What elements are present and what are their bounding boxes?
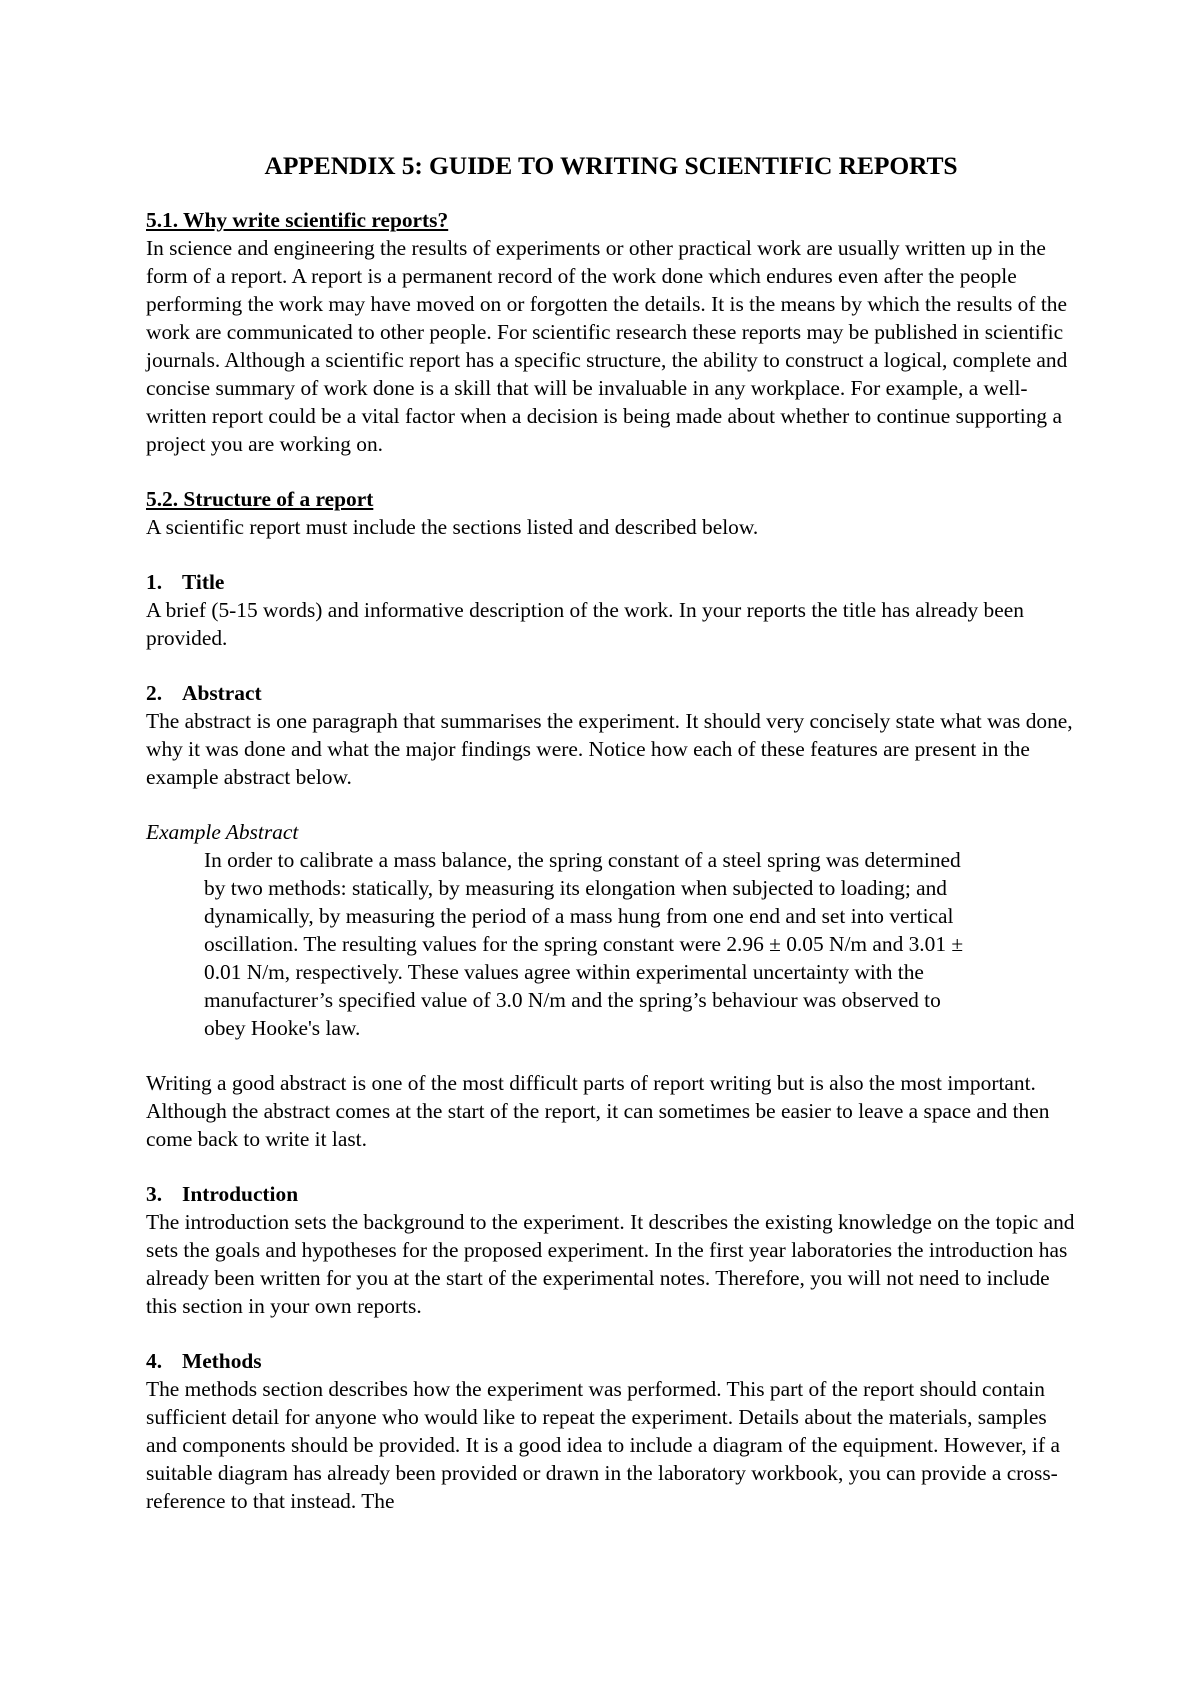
section-heading: 5.2. Structure of a report: [146, 487, 374, 511]
item-number: 1.: [146, 570, 163, 594]
section-heading: 5.1. Why write scientific reports?: [146, 208, 449, 232]
item-heading: [146, 1180, 1076, 1208]
item-heading: [146, 1347, 1076, 1375]
example-body: In order to calibrate a mass balance, the spring constant of a steel spring was determined by two methods: statically, by measuring its elongation when subjected to loading; and dynamically, by measuring the period of a mass hung from one end and set into vertical oscillation. The resulting values for the spring constant were 2.96 ± 0.05 N/m and 3.01 ± 0.01 N/m, respectively. These values agree within experimental uncertainty with the manufacturer’s specified value of 3.0 N/m and the spring’s behaviour was observed to obey Hooke's law.: [204, 848, 964, 1040]
item-number: 2.: [146, 681, 163, 705]
item-abstract: [146, 679, 1076, 791]
abstract-advice: [146, 1069, 1076, 1153]
item-number: 4.: [146, 1349, 163, 1373]
item-heading-text: Methods: [182, 1349, 262, 1373]
item-body: Writing a good abstract is one of the most difficult parts of report writing but is also the most important. Although the abstract comes at the start of the report, it can sometimes be easier to leave a space and then come back to write it last.: [146, 1071, 1050, 1151]
item-methods: [146, 1347, 1076, 1515]
item-number: 3.: [146, 1182, 163, 1206]
item-body: The methods section describes how the experiment was performed. This part of the report should contain sufficient detail for anyone who would like to repeat the experiment. Details about the materials, samples and components should be provided. It is a good idea to include a diagram of the equipment. However, if a suitable diagram has already been provided or drawn in the laboratory workbook, you can provide a cross-reference to that instead. The: [146, 1377, 1060, 1513]
example-label: Example Abstract: [146, 820, 299, 844]
item-heading-text: Abstract: [182, 681, 262, 705]
document-title: APPENDIX 5: GUIDE TO WRITING SCIENTIFIC REPORTS: [264, 151, 958, 180]
section-body: A scientific report must include the sections listed and described below.: [146, 515, 759, 539]
section-body: In science and engineering the results of experiments or other practical work are usually written up in the form of a report. A report is a permanent record of the work done which endures even after the people performing the work may have moved on or forgotten the details. It is the means by which the results of the work are communicated to other people. For scientific research these reports may be published in scientific journals. Although a scientific report has a specific structure, the ability to construct a logical, complete and concise summary of work done is a skill that will be invaluable in any workplace. For example, a well-written report could be a vital factor when a decision is being made about whether to continue supporting a project you are working on.: [146, 236, 1068, 456]
item-title: [146, 568, 1076, 652]
item-introduction: [146, 1180, 1076, 1320]
item-body: The abstract is one paragraph that summarises the experiment. It should very concisely state what was done, why it was done and what the major findings were. Notice how each of these features are present in the example abstract below.: [146, 709, 1073, 789]
item-body: The introduction sets the background to the experiment. It describes the existing knowledge on the topic and sets the goals and hypotheses for the proposed experiment. In the first year laboratories the introduction has already been written for you at the start of the experimental notes. Therefore, you will not need to include this section in your own reports.: [146, 1210, 1075, 1318]
item-heading: [146, 679, 1076, 707]
section-structure: [146, 485, 1076, 541]
item-heading-text: Title: [182, 570, 225, 594]
document-page: [146, 150, 1076, 1542]
item-body: A brief (5-15 words) and informative description of the work. In your reports the title has already been provided.: [146, 598, 1024, 650]
example-abstract: [146, 818, 1076, 1042]
section-why-write: [146, 206, 1076, 458]
item-heading-text: Introduction: [182, 1182, 299, 1206]
item-heading: [146, 568, 1076, 596]
